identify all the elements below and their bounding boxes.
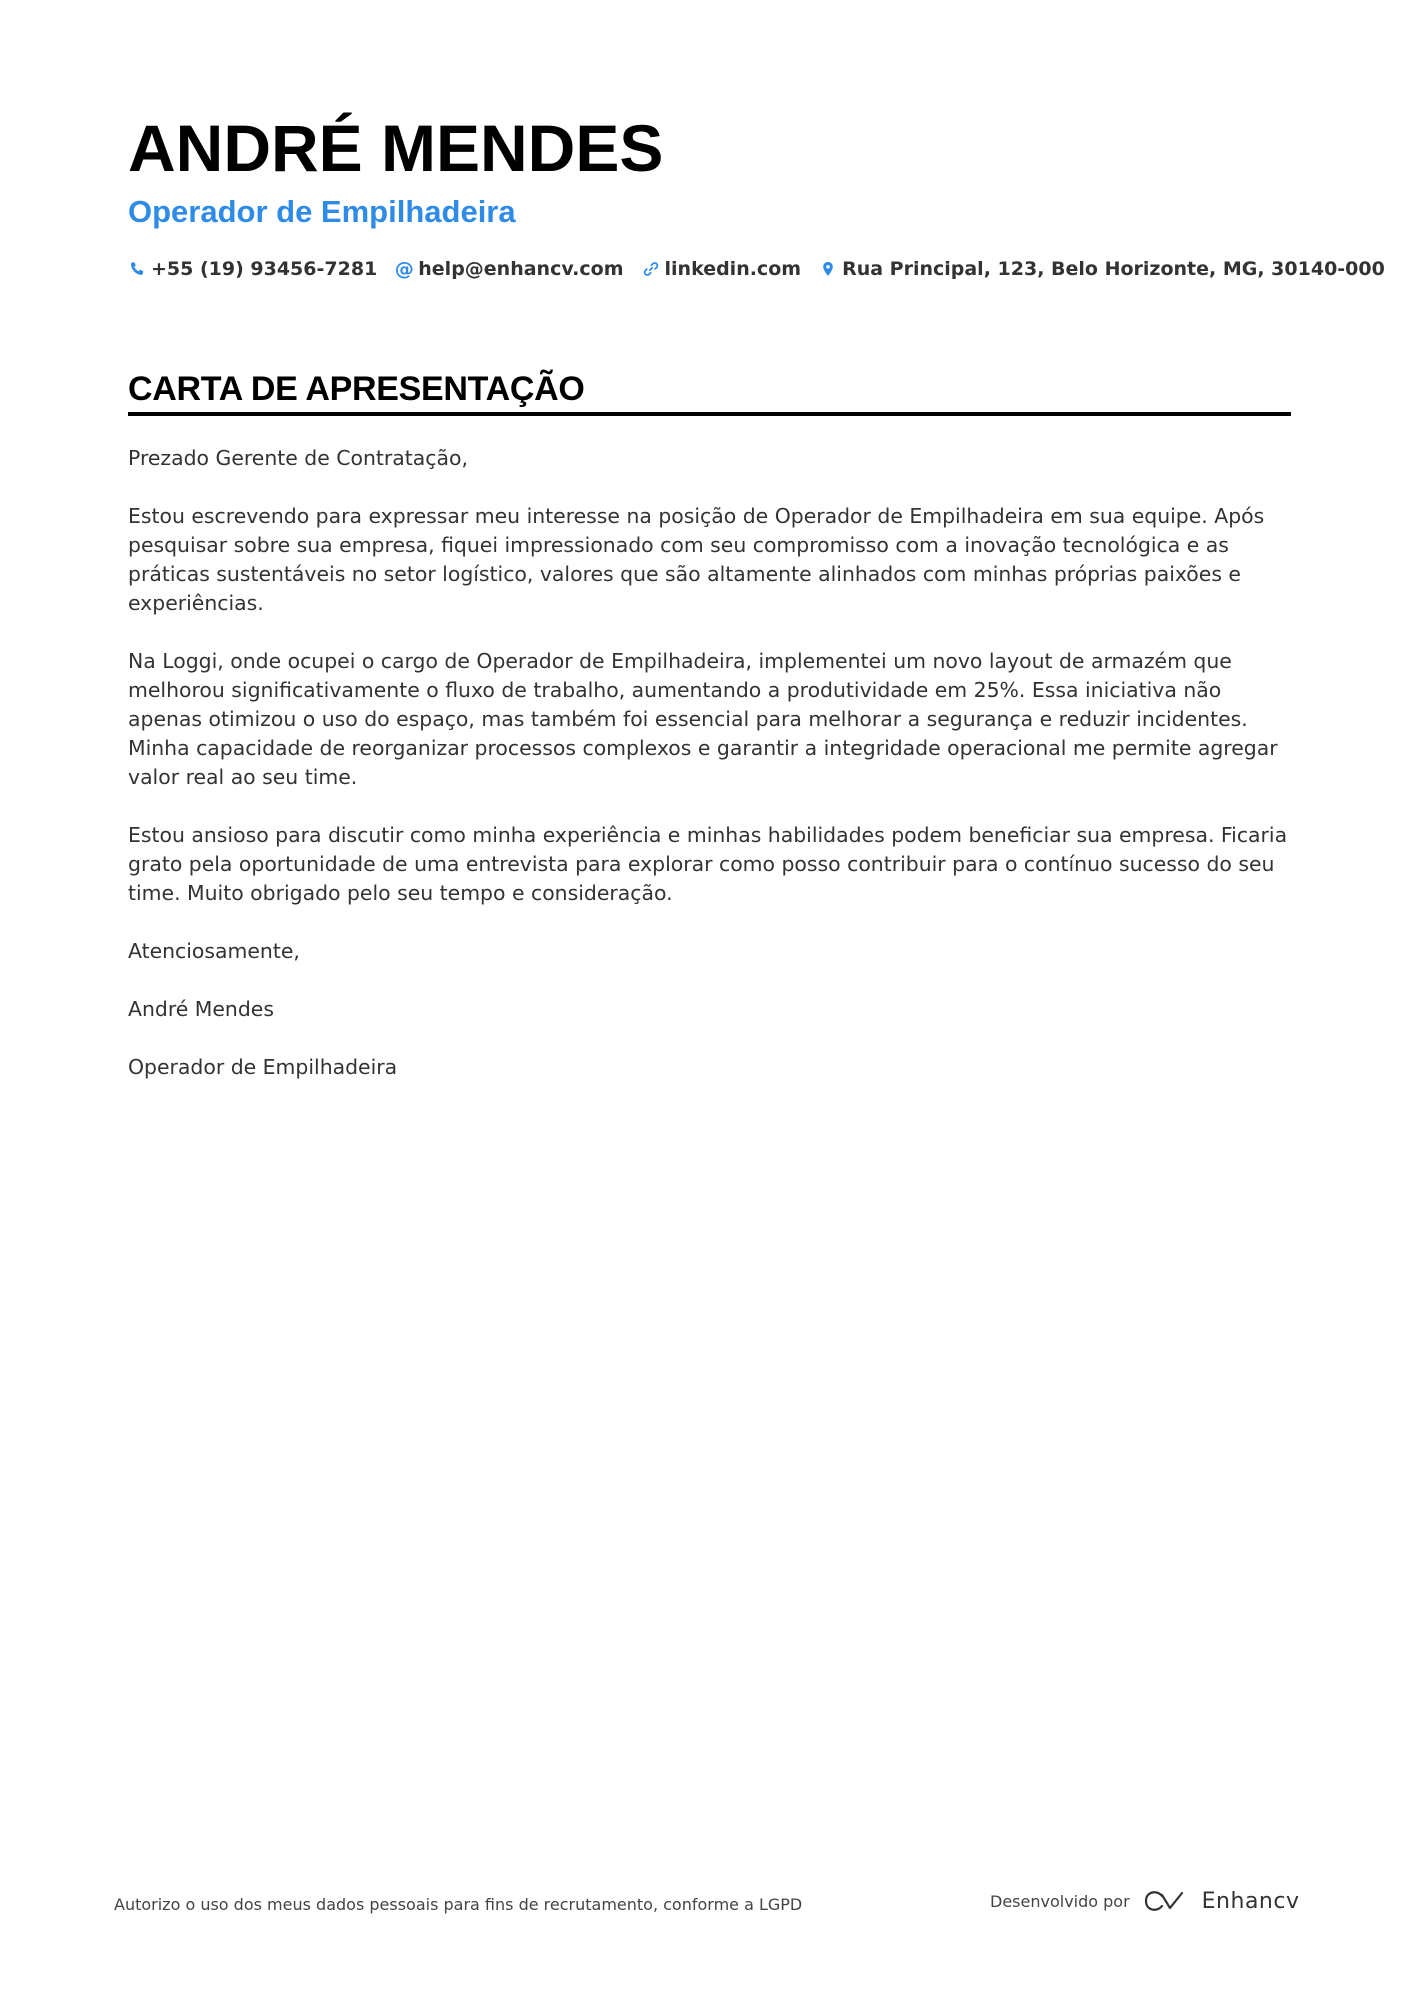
contact-email-text[interactable]: help@enhancv.com [418, 258, 624, 280]
letter-paragraph: Na Loggi, onde ocupei o cargo de Operador de Empilhadeira, implementei um novo layout de armazém que melhorou significativamente o fluxo de trabalho, aumentando a produtividade em 25%. Essa iniciativa não apenas otimizou o uso do espaço, mas também foi essencial para melhorar a segurança e reduzir incidentes. Minha capacidade de reorganizar processos complexos e garantir a integridade operacional me permite agregar valor real ao seu time. [128, 649, 1278, 789]
letter-closing: Atenciosamente, [128, 939, 300, 963]
phone-icon [128, 260, 146, 278]
at-icon: @ [394, 258, 414, 280]
section-divider [128, 412, 1291, 416]
contact-bar [128, 258, 1385, 280]
built-by-label: Desenvolvido por [990, 1891, 1130, 1911]
cover-letter-section [128, 366, 1291, 1111]
link-icon [642, 260, 660, 278]
footer-branding[interactable] [990, 1888, 1299, 1914]
enhancv-logo-icon [1142, 1888, 1190, 1914]
contact-email[interactable] [395, 258, 623, 280]
contact-address [819, 258, 1385, 280]
signature-title: Operador de Empilhadeira [128, 1055, 398, 1079]
contact-address-text: Rua Principal, 123, Belo Horizonte, MG, 30140-000 [842, 258, 1385, 280]
location-pin-icon [819, 260, 837, 278]
section-title: CARTA DE APRESENTAÇÃO [128, 370, 585, 408]
job-title: Operador de Empilhadeira [128, 194, 516, 229]
letter-body [128, 444, 1291, 1082]
lgpd-consent-note: Autorizo o uso dos meus dados pessoais para fins de recrutamento, conforme a LGPD [114, 1895, 803, 1914]
letter-paragraph: Estou escrevendo para expressar meu interesse na posição de Operador de Empilhadeira em sua equipe. Após pesquisar sobre sua empresa, fiquei impressionado com seu compromisso com a inovação tecnológica e as práticas sustentáveis no setor logístico, valores que são altamente alinhados com minhas próprias paixões e experiências. [128, 504, 1265, 615]
contact-linkedin-text[interactable]: linkedin.com [664, 258, 802, 280]
letter-paragraph: Estou ansioso para discutir como minha experiência e minhas habilidades podem beneficiar sua empresa. Ficaria grato pela oportunidade de uma entrevista para explorar como posso contribuir para o contínuo sucesso do seu time. Muito obrigado pelo seu tempo e consideração. [128, 823, 1288, 905]
contact-phone-text: +55 (19) 93456-7281 [151, 258, 378, 280]
signature-name: André Mendes [128, 997, 274, 1021]
letter-greeting: Prezado Gerente de Contratação, [128, 446, 468, 470]
header [128, 108, 1385, 280]
contact-phone [128, 258, 377, 280]
candidate-name: ANDRÉ MENDES [128, 111, 664, 185]
enhancv-brand-name: Enhancv [1201, 1888, 1300, 1914]
contact-linkedin[interactable] [642, 258, 802, 280]
